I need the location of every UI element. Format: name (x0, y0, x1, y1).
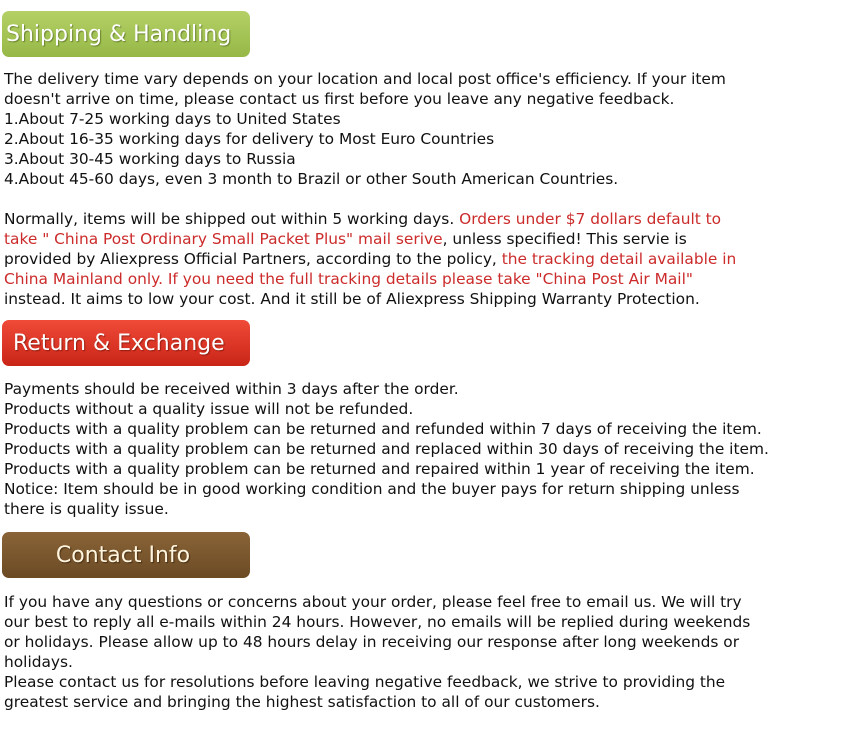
contact-info-line: or holidays. Please allow up to 48 hours delay in receiving our response after long weekends or (4, 633, 740, 651)
return-policy-line: Products with a quality problem can be returned and repaired within 1 year of receiving the item. (4, 460, 755, 478)
shipping-intro-line-2: doesn't arrive on time, please contact us first before you leave any negative feedback. (4, 90, 675, 108)
return-policy-line: there is quality issue. (4, 500, 169, 518)
return-policy-line: Products with a quality problem can be returned and refunded within 7 days of receiving the item. (4, 420, 762, 438)
contact-info-line: greatest service and bringing the highest satisfaction to all of our customers. (4, 693, 600, 711)
shipping-policy-line-4: China Mainland only. If you need the full tracking details please take "China Post Air Mail" (4, 270, 693, 288)
delivery-time-item: 3.About 30-45 working days to Russia (4, 150, 296, 168)
shipping-handling-header: Shipping & Handling (2, 11, 250, 57)
contact-info-text (4, 592, 856, 712)
return-exchange-header: Return & Exchange (2, 320, 250, 366)
contact-info-line: If you have any questions or concerns about your order, please feel free to email us. We will try (4, 593, 742, 611)
delivery-time-item: 4.About 45-60 days, even 3 month to Brazil or other South American Countries. (4, 170, 619, 188)
return-exchange-text (4, 379, 856, 519)
delivery-time-item: 1.About 7-25 working days to United States (4, 110, 341, 128)
shipping-policy-text: provided by Aliexpress Official Partners, according to the policy, (4, 250, 502, 268)
shipping-policy-line-3 (4, 249, 856, 269)
shipping-policy-highlight: Orders under $7 dollars default to (459, 210, 722, 228)
shipping-policy-text: Normally, items will be shipped out within 5 working days. (4, 210, 460, 228)
delivery-time-item: 2.About 16-35 working days for delivery to Most Euro Countries (4, 130, 495, 148)
paragraph-gap (4, 189, 856, 209)
return-policy-line: Notice: Item should be in good working condition and the buyer pays for return shipping unless (4, 480, 740, 498)
shipping-policy-highlight: the tracking detail available in (501, 250, 737, 268)
shipping-policy-highlight: take " China Post Ordinary Small Packet Plus" mail serive (4, 230, 443, 248)
contact-info-header: Contact Info (2, 532, 250, 578)
return-policy-line: Products without a quality issue will not be refunded. (4, 400, 414, 418)
return-policy-line: Products with a quality problem can be returned and replaced within 30 days of receiving the item. (4, 440, 769, 458)
return-policy-line: Payments should be received within 3 days after the order. (4, 380, 459, 398)
shipping-intro-line-1: The delivery time vary depends on your location and local post office's efficiency. If your item (4, 70, 726, 88)
shipping-policy-line-5: instead. It aims to low your cost. And it still be of Aliexpress Shipping Warranty Protection. (4, 290, 700, 308)
contact-info-line: Please contact us for resolutions before leaving negative feedback, we strive to providing the (4, 673, 726, 691)
shipping-policy-line-1 (4, 209, 856, 229)
shipping-policy-line-2 (4, 229, 856, 249)
shipping-policy-text: , unless specified! This servie is (442, 230, 687, 248)
contact-info-line: our best to reply all e-mails within 24 hours. However, no emails will be replied during weekends (4, 613, 751, 631)
contact-info-line: holidays. (4, 653, 73, 671)
shipping-handling-text (4, 69, 856, 309)
